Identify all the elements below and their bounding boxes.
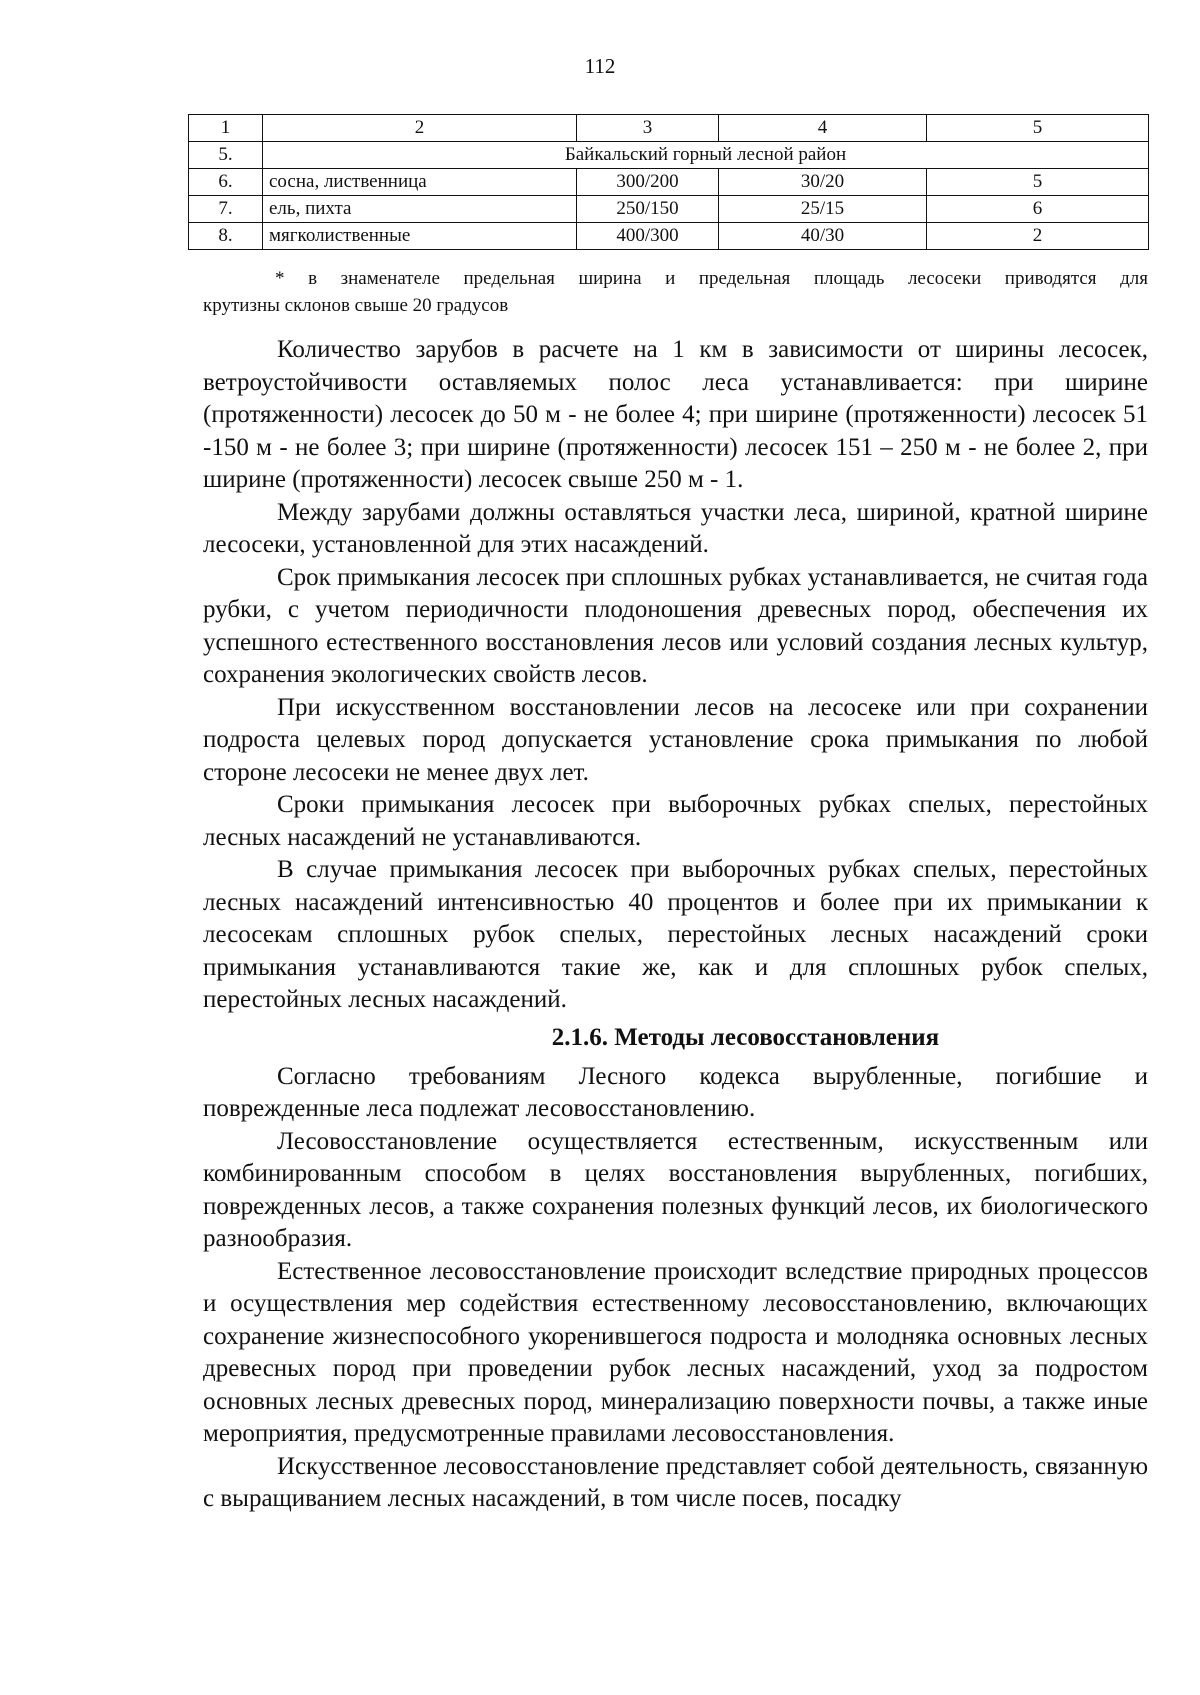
value-cell: 2	[927, 223, 1149, 250]
value-cell: 40/30	[719, 223, 927, 250]
value-cell: 400/300	[577, 223, 719, 250]
value-cell: 25/15	[719, 196, 927, 223]
value-cell: 300/200	[577, 169, 719, 196]
value-cell: 30/20	[719, 169, 927, 196]
forest-district-table	[188, 114, 1149, 250]
paragraph: При искусственном восстановлении лесов на лесосеке или при сохранении подроста целевых пород допускается установление срока примыкания по любой стороне лесосеки не менее двух лет.	[203, 693, 1148, 786]
paragraph: Естественное лесовосстановление происходит вследствие природных процессов и осуществления мер содействия естественному лесовосстановлению, включающих сохранение жизнеспособного укоренившегося подроста и молодняка основных лесных древесных пород при проведении рубок лесных насаждений, уход за подростом основных лесных древесных пород, минерализацию поверхности почвы, а также иные мероприятия, предусмотренные правилами лесовосстановления.	[203, 1257, 1148, 1447]
table-row	[189, 223, 1149, 250]
section-title: Байкальский горный лесной район	[263, 142, 1149, 169]
paragraph: Искусственное лесовосстановление представляет собой деятельность, связанную с выращиванием лесных насаждений, в том числе посев, посадку	[203, 1452, 1148, 1512]
species-cell: мягколиственные	[263, 223, 577, 250]
paragraph: Согласно требованиям Лесного кодекса вырубленные, погибшие и поврежденные леса подлежат лесовосстановлению.	[203, 1062, 1148, 1122]
paragraph: Срок примыкания лесосек при сплошных рубках устанавливается, не считая года рубки, с учетом периодичности плодоношения древесных пород, обеспечения их успешного естественного восстановления лесов или условий создания лесных культур, сохранения экологических свойств лесов.	[203, 563, 1148, 688]
paragraph: Лесовосстановление осуществляется естественным, искусственным или комбинированным способом в целях восстановления вырубленных, погибших, поврежденных лесов, а также сохранения полезных функций лесов, их биологического разнообразия.	[203, 1127, 1148, 1252]
species-cell: сосна, лиственница	[263, 169, 577, 196]
table-row	[189, 169, 1149, 196]
paragraph: Сроки примыкания лесосек при выборочных рубках спелых, перестойных лесных насаждений не устанавливаются.	[203, 791, 1148, 851]
row-number: 8.	[189, 223, 263, 250]
header-cell: 4	[719, 115, 927, 142]
value-cell: 6	[927, 196, 1149, 223]
footnote-line-1: * в знаменателе предельная ширина и предельная площадь лесосеки приводятся для	[275, 268, 1148, 289]
table-header-row	[189, 115, 1149, 142]
row-number: 5.	[189, 142, 263, 169]
species-cell: ель, пихта	[263, 196, 577, 223]
header-cell: 3	[577, 115, 719, 142]
document-body	[203, 334, 1148, 1516]
value-cell: 5	[927, 169, 1149, 196]
paragraph: В случае примыкания лесосек при выборочных рубках спелых, перестойных лесных насаждений интенсивностью 40 процентов и более при их примыкании к лесосекам сплошных рубок спелых, перестойных лесных насаждений сроки примыкания устанавливаются такие же, как и для сплошных рубок спелых, перестойных лесных насаждений.	[203, 856, 1148, 1013]
table-footnote	[203, 265, 1148, 319]
table-row	[189, 196, 1149, 223]
header-cell: 1	[189, 115, 263, 142]
header-cell: 2	[263, 115, 577, 142]
section-heading: 2.1.6. Методы лесовосстановления	[551, 1023, 940, 1051]
footnote-line-2: крутизны склонов свыше 20 градусов	[203, 295, 509, 316]
table-section-row	[189, 142, 1149, 169]
header-cell: 5	[927, 115, 1149, 142]
page-number: 112	[584, 54, 616, 78]
row-number: 6.	[189, 169, 263, 196]
paragraph: Количество зарубов в расчете на 1 км в зависимости от ширины лесосек, ветроустойчивости оставляемых полос леса устанавливается: при ширине (протяженности) лесосек до 50 м - не более 4; при ширине (протяженности) лесосек 51 -150 м - не более 3; при ширине (протяженности) лесосек 151 – 250 м - не более 2, при ширине (протяженности) лесосек свыше 250 м - 1.	[203, 336, 1148, 493]
row-number: 7.	[189, 196, 263, 223]
paragraph: Между зарубами должны оставляться участки леса, шириной, кратной ширине лесосеки, установленной для этих насаждений.	[203, 498, 1148, 558]
value-cell: 250/150	[577, 196, 719, 223]
